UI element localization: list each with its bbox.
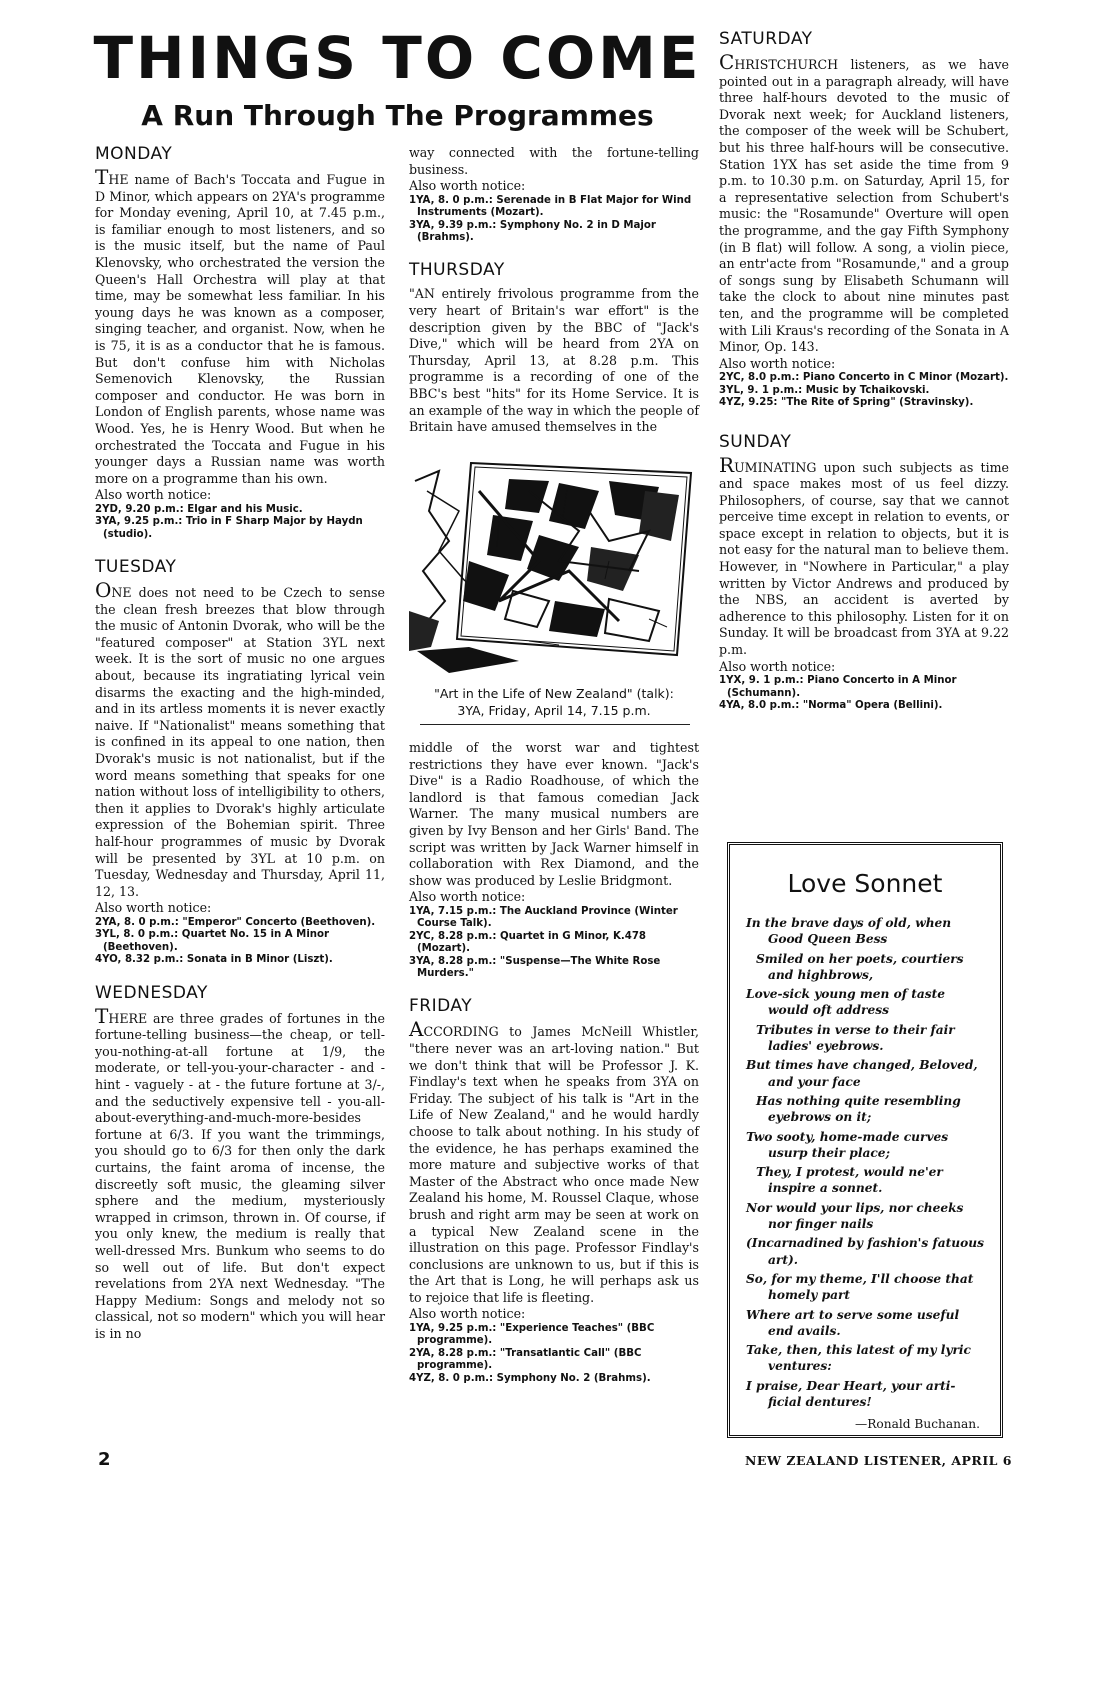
saturday-also-label: Also worth notice: — [719, 355, 836, 371]
sonnet-line-1a: In the brave days of old, when — [746, 916, 952, 930]
tuesday-body: NE does not need to be Czech to sense the clean fresh breezes that blow through the music of Antonin Dvorak, who will be the "featured composer" at Station 3YL next week. It is the sort of music no one argues about, because its ingratiating lyrical vein disarms the exacting and the high-minded, and in its artless moments it is never exactly naive. If "Nationalist" means something that is confined in its appeal to one nation, then Dvorak's music is not nationalist, but if the word means something that speaks for one nation without loss of intelligibility to others, then it applies to Dvorak's highly articulate expression of the Bohemian spirit. Three half-hour programmes of music by Dvorak will be presented by 3YL at 10 p.m. on Tuesday, Wednesday and Thursday, April 11, 12, 13. — [95, 585, 385, 899]
tuesday-note-2: 3YL, 8. 0 p.m.: Quartet No. 15 in A Minor (Beethoven). — [95, 929, 330, 953]
caption-line-2: 3YA, Friday, April 14, 7.15 p.m. — [457, 703, 651, 718]
illustration-drawing — [409, 451, 699, 681]
saturday-article — [719, 50, 1009, 356]
friday-also-label: Also worth notice: — [409, 1306, 526, 1322]
sonnet-line-3b: would oft address — [768, 1003, 889, 1018]
monday-note-2: 3YA, 9.25 p.m.: Trio in F Sharp Major by Haydn (studio). — [95, 516, 363, 540]
sunday-also-label: Also worth notice: — [719, 658, 836, 674]
sonnet-line-8a: They, I protest, would ne'er — [756, 1165, 943, 1180]
sonnet-line-12b: end avails. — [768, 1323, 841, 1338]
wednesday-also-label: Also worth notice: — [409, 178, 526, 194]
saturday-note-2: 3YL, 9. 1 p.m.: Music by Tchaikovski. — [719, 384, 930, 396]
sunday-note-2: 4YA, 8.0 p.m.: "Norma" Opera (Bellini). — [719, 700, 943, 712]
sonnet-line-14a: I praise, Dear Heart, your arti- — [746, 1378, 956, 1393]
monday-drop-cap: T — [95, 165, 109, 189]
friday-note-3: 4YZ, 8. 0 p.m.: Symphony No. 2 (Brahms). — [409, 1372, 651, 1384]
publication-footer: NEW ZEALAND LISTENER, APRIL 6 — [745, 1453, 1013, 1468]
sonnet-line-13b: ventures: — [768, 1359, 832, 1374]
thursday-note-3: 3YA, 8.28 p.m.: "Suspense—The White Rose Murders." — [409, 955, 661, 979]
sonnet-line-11a: So, for my theme, I'll choose that — [746, 1271, 974, 1286]
thursday-continued: middle of the worst war and tightest restrictions they have ever known. "Jack's Dive" is a Radio Roadhouse, of which the landlord is that famous comedian Jack Warner. The many musical numbers are given by Ivy Benson and her Girls' Band. The script was written by Jack Warner himself in collaboration with Rex Diamond, and the show was produced by Leslie Bridgmont. — [409, 740, 699, 888]
wednesday-note-2: 3YA, 9.39 p.m.: Symphony No. 2 in D Major (Brahms). — [409, 219, 656, 243]
tuesday-also-label: Also worth notice: — [95, 900, 212, 916]
sonnet-line-5b: and your face — [768, 1074, 861, 1089]
sonnet-line-7b: usurp their place; — [768, 1145, 891, 1160]
column-left — [95, 144, 385, 1342]
thursday-note-1: 1YA, 7.15 p.m.: The Auckland Province (Winter Course Talk). — [409, 905, 678, 930]
caption-divider — [420, 724, 690, 725]
sonnet-author: —Ronald Buchanan. — [855, 1417, 980, 1432]
tuesday-article — [95, 578, 385, 900]
wednesday-body: HERE are three grades of fortunes in the fortune-telling business—the cheap, or tell-you-nothing-at-all fortune at 1/9, the moderate, or tell-you-your-character - and - hint - vaguely - at - the future fortune at 3/-, and the seductively expensive tell - you-all-about-everything-and-much-more-besides fortune at 6/3. If you want the trimmings, you should go to 6/3 for then only the dark curtains, the faint aroma of incense, the discreetly soft music, the gleaming silver sphere and the medium, mysteriously wrapped in crimson, thrown in. Of course, if you only knew, the medium is really that well-dressed Mrs. Bunkum who seems to do so well out of life. But don't expect revelations from 2YA next Wednesday. "The Happy Medium: Songs and melody not so classical, not so modern" which you will hear is in no — [95, 1010, 385, 1341]
column-middle-top — [409, 145, 699, 436]
tuesday-heading: TUESDAY — [95, 557, 177, 578]
friday-note-1: 1YA, 9.25 p.m.: "Experience Teaches" (BBC programme). — [409, 1323, 655, 1347]
column-right — [719, 29, 1009, 712]
sonnet-line-11b: homely part — [768, 1288, 851, 1303]
sonnet-line-8b: inspire a sonnet. — [768, 1181, 883, 1196]
wednesday-continued: way connected with the fortune-telling business. — [409, 145, 699, 177]
sonnet-line-12a: Where art to serve some useful — [746, 1307, 960, 1322]
sonnet-line-6b: eyebrows on it; — [768, 1110, 872, 1125]
saturday-heading: SATURDAY — [719, 29, 813, 49]
abstract-illustration — [409, 451, 699, 681]
illustration-caption — [409, 685, 699, 719]
tuesday-note-1: 2YA, 8. 0 p.m.: "Emperor" Concerto (Beethoven). — [95, 916, 376, 928]
column-middle-bottom — [409, 740, 699, 1385]
caption-line-1: "Art in the Life of New Zealand" (talk): — [434, 686, 674, 701]
page-subtitle: A Run Through The Programmes — [141, 99, 654, 132]
love-sonnet-box — [727, 842, 1003, 1438]
sonnet-line-10a: (Incarnadined by fashion's fatuous — [746, 1236, 985, 1251]
sunday-article — [719, 452, 1009, 659]
sonnet-title: Love Sonnet — [787, 869, 943, 898]
sonnet-line-1b: Good Queen Bess — [768, 932, 888, 947]
tuesday-note-3: 4YO, 8.32 p.m.: Sonata in B Minor (Liszt). — [95, 954, 333, 966]
saturday-note-1: 2YC, 8.0 p.m.: Piano Concerto in C Minor (Mozart). — [719, 372, 1009, 384]
friday-body: CCORDING to James McNeill Whistler, "there never was an art-loving nation." But we don't think that will be Professor J. K. Findlay's text when he speaks from 3YA on Friday. The subject of his talk is "Art in the Life of New Zealand," and he would hardly choose to talk about nothing. In his study of the evidence, he has perhaps examined the more mature and subjective works of that Master of the Abstract who once made New Zealand his home, M. Roussel Claque, whose brush and right arm may be seen at work on a typical New Zealand scene in the illustration on this page. Professor Findlay's conclusions are unknown to us, but if this is the Art that is Long, he will perhaps ask us to rejoice that life is fleeting. — [409, 1024, 699, 1305]
sonnet-line-13a: Take, then, this latest of my lyric — [746, 1343, 971, 1358]
wednesday-heading: WEDNESDAY — [95, 982, 208, 1003]
saturday-drop-cap: C — [719, 50, 735, 74]
sunday-heading: SUNDAY — [719, 431, 792, 452]
page-number: 2 — [98, 1449, 111, 1470]
wednesday-note-1: 1YA, 8. 0 p.m.: Serenade in B Flat Major for Wind Instruments (Mozart). — [409, 194, 692, 219]
monday-article — [95, 165, 385, 487]
sonnet-line-4a: Tributes in verse to their fair — [756, 1022, 955, 1037]
sonnet-line-14b: ficial dentures! — [768, 1395, 872, 1410]
friday-drop-cap: A — [409, 1017, 424, 1042]
saturday-body: HRISTCHURCH listeners, as we have pointed out in a paragraph already, will have three half-hours devoted to the music of Dvorak next week; for Auckland listeners, the composer of the week will be Schubert, but his three half-hours will be consecutive. Station 1YX has set aside the time from 9 p.m. to 10.30 p.m. on Saturday, April 15, for a representative selection from Schubert's music: the "Rosamunde" Overture will open the programme, and the gay Fifth Symphony (in B flat) will follow. A song, a violin piece, an entr'acte from "Rosamunde," and a group of songs sung by Elisabeth Schumann will take the clock to about nine minutes past ten, and the programme will be completed with Lili Kraus's recording of the Sonata in A Minor, Op. 143. — [719, 57, 1009, 355]
sonnet-line-9a: Nor would your lips, nor cheeks — [746, 1200, 964, 1215]
sonnet-line-10b: art). — [768, 1252, 798, 1267]
friday-heading: FRIDAY — [409, 996, 473, 1017]
thursday-body: "AN entirely frivolous programme from the very heart of Britain's war effort" is the description given by the BBC of "Jack's Dive," which will be heard from 2YA on Thursday, April 13, at 8.28 p.m. This programme is a recording of one of the BBC's best "hits" for its Home Service. It is an example of the way in which the people of Britain have amused themselves in the — [409, 286, 699, 435]
wednesday-drop-cap: T — [95, 1003, 109, 1028]
sonnet-line-2b: and highbrows, — [768, 967, 874, 982]
thursday-article — [409, 286, 699, 435]
sunday-body: UMINATING upon such subjects as time and space makes most of us feel dizzy. Philosophers, of course, say that we cannot perceive time except in relation to events, or space except in relation to objects, but it is not easy for the natural man to believe them. However, in "Nowhere in Particular," a play written by Victor Andrews and produced by the NBS, an accident is averted by adherence to this philosophy. Listen for it on Sunday. It will be broadcast from 3YA at 9.22 p.m. — [719, 459, 1009, 658]
sonnet-line-6a: Has nothing quite resembling — [756, 1093, 961, 1108]
sonnet-line-7a: Two sooty, home-made curves — [746, 1129, 949, 1144]
sonnet-line-5a: But times have changed, Beloved, — [746, 1058, 978, 1073]
wednesday-article — [95, 1003, 385, 1343]
thursday-heading: THURSDAY — [409, 260, 505, 281]
friday-article — [409, 1017, 699, 1306]
monday-heading: MONDAY — [95, 144, 173, 164]
thursday-note-2: 2YC, 8.28 p.m.: Quartet in G Minor, K.478 (Mozart). — [409, 930, 647, 955]
sunday-note-1: 1YX, 9. 1 p.m.: Piano Concerto in A Minor (Schumann). — [719, 675, 957, 699]
sonnet-line-9b: nor finger nails — [768, 1217, 874, 1232]
thursday-also-label: Also worth notice: — [409, 889, 526, 905]
sonnet-line-3a: Love-sick young men of taste — [746, 987, 946, 1002]
friday-note-2: 2YA, 8.28 p.m.: "Transatlantic Call" (BBC programme). — [409, 1347, 642, 1372]
sonnet-line-2a: Smiled on her poets, courtiers — [756, 951, 964, 966]
monday-note-1: 2YD, 9.20 p.m.: Elgar and his Music. — [95, 503, 303, 515]
sonnet-line-4b: ladies' eyebrows. — [768, 1039, 884, 1054]
monday-body: HE name of Bach's Toccata and Fugue in D Minor, which appears on 2YA's programme for Monday evening, April 10, at 7.45 p.m., is familiar enough to most listeners, and so is the music itself, but the name of Paul Klenovsky, who orchestrated the version the Queen's Hall Orchestra will play at that time, may be somewhat less familiar. In his young days he was known as a composer, singing teacher, and organist. Now, when he is 75, it is as a conductor that he is famous. But don't confuse him with Nicholas Semenovich Klenovsky, the Russian composer and conductor. He was born in London of English parents, whose name was Wood. Yes, he is Henry Wood. But when he orchestrated the Toccata and Fugue in his younger days a Russian name was worth more on a programme than his own. — [95, 172, 385, 486]
page-title: THINGS TO COME — [93, 24, 702, 92]
saturday-note-3: 4YZ, 9.25: "The Rite of Spring" (Stravinsky). — [719, 397, 974, 409]
sonnet-poem — [746, 915, 996, 1433]
sunday-drop-cap: R — [719, 452, 735, 477]
tuesday-drop-cap: O — [95, 578, 112, 603]
monday-also-label: Also worth notice: — [95, 487, 212, 503]
